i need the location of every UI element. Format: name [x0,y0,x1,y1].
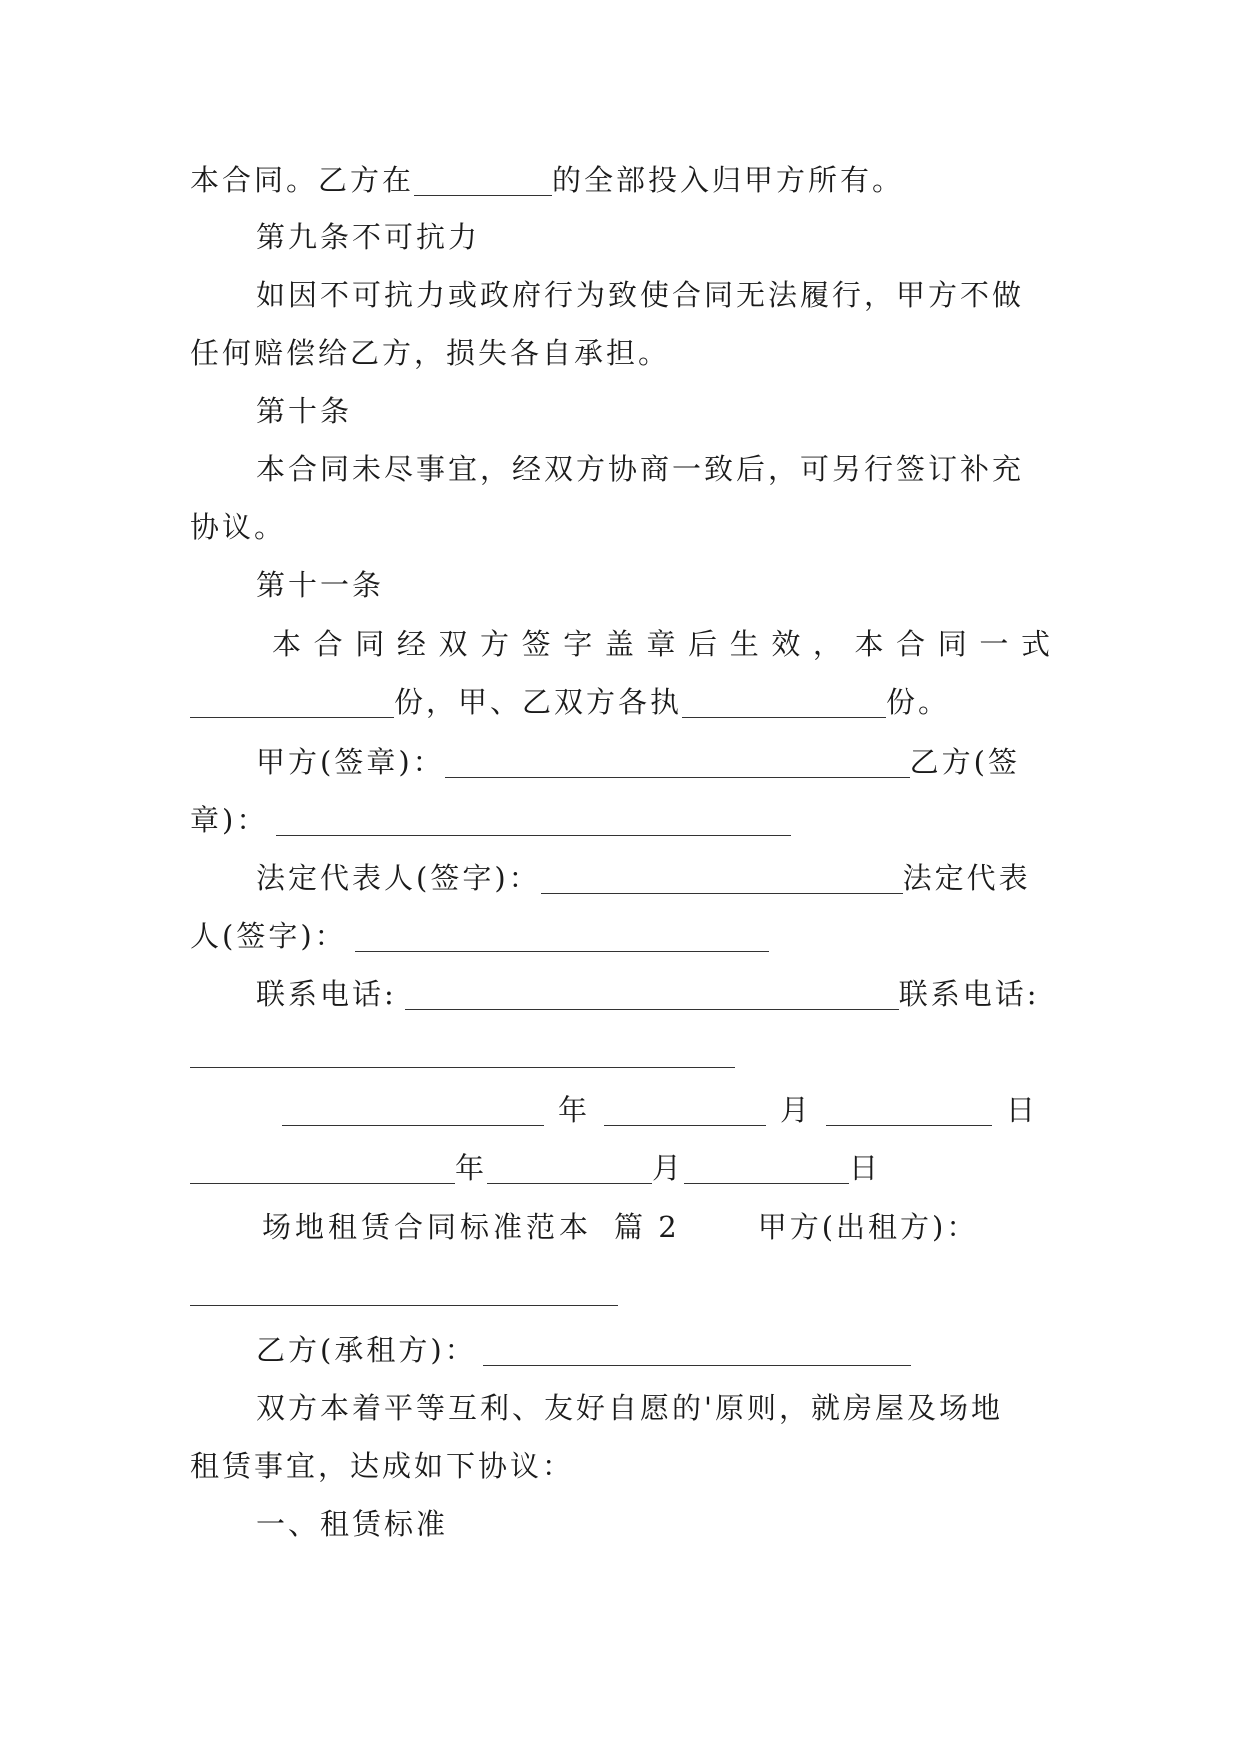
party-a-seal-label: 甲方(签章)： [256,745,445,779]
justified-char: 本 [854,627,884,661]
legal-rep-a-line [256,858,1050,898]
party-a-seal-line [256,742,1050,782]
phone-b-blank [190,1037,735,1068]
date-b-line [190,1148,1050,1188]
section-2-title-line [262,1207,1050,1247]
phone-a-line [256,974,1050,1014]
clause-9-text-line-2: 任何赔偿给乙方，损失各自承担。 [190,336,671,370]
preamble-line-1: 双方本着平等互利、友好自愿的'原则，就房屋及场地 [256,1391,1003,1425]
legal-rep-b-line [190,916,1050,956]
date-b-day-blank [684,1153,849,1184]
clause-11-text-line-1 [272,624,1050,664]
lessor-label: 甲方(出租方)： [757,1210,979,1244]
justified-char: 经 [396,627,426,661]
justified-char: 一 [979,627,1009,661]
party-b-seal-label: 乙方(签 [909,745,1020,779]
phone-b-line [190,1032,1050,1072]
text-segment: 份，甲、乙双方各执 [394,685,683,719]
date-b-year-label: 年 [455,1151,488,1185]
date-a-year-label: 年 [558,1093,591,1127]
clause-11-heading: 第十一条 [256,568,385,602]
justified-char: 签 [521,627,551,661]
fill-blank [414,165,552,196]
justified-char: 效 [771,627,801,661]
phone-a-blank [405,979,899,1010]
legal-rep-a-blank [541,863,903,894]
justified-char: 合 [313,627,343,661]
clause-8-ending [190,160,1050,200]
lessee-blank [483,1335,911,1366]
justified-char: 方 [480,627,510,661]
justified-char: 同 [937,627,967,661]
document-title: 场地租赁合同标准范本 [262,1210,593,1244]
lessor-blank-line [190,1270,1050,1310]
justified-char: 章 [646,627,676,661]
clause-9-text-line-1: 如因不可抗力或政府行为致使合同无法履行，甲方不做 [256,278,1025,312]
lessor-blank [190,1275,618,1306]
date-b-month-blank [487,1153,652,1184]
justified-char: 盖 [604,627,634,661]
justified-char: 生 [729,627,759,661]
date-b-day-label: 日 [849,1151,882,1185]
copies-blank [190,687,394,718]
lease-standard-heading: 一、租赁标准 [256,1507,449,1541]
justified-char: 后 [688,627,718,661]
justified-char: 字 [563,627,593,661]
phone-a-label: 联系电话: [256,977,397,1011]
text-segment: 份。 [886,685,951,719]
date-a-month-blank [604,1095,766,1126]
party-b-seal-blank [276,805,791,836]
text-segment: 本合同。乙方在 [190,163,415,197]
section-number: 篇 2 [614,1210,680,1244]
clause-11-text-line-2 [190,682,1050,722]
legal-rep-b-label-end: 人(签字)： [190,919,347,953]
legal-rep-b-blank [355,921,769,952]
justified-char: 本 [272,627,302,661]
clause-9-heading: 第九条不可抗力 [256,220,481,254]
party-b-seal-label-end: 章)： [190,803,269,837]
justified-char: ， [812,627,842,661]
justified-char: 双 [438,627,468,661]
date-b-month-label: 月 [652,1151,685,1185]
text-segment: 的全部投入归甲方所有。 [552,163,905,197]
date-a-month-label: 月 [780,1093,813,1127]
phone-b-label: 联系电话: [898,977,1040,1011]
justified-char: 合 [896,627,926,661]
lessee-label: 乙方(承租方)： [256,1333,477,1367]
legal-rep-b-label: 法定代表 [902,861,1031,895]
date-b-year-blank [190,1153,455,1184]
date-a-year-blank [282,1095,544,1126]
justified-char: 式 [1020,627,1050,661]
party-b-seal-line [190,800,1050,840]
party-a-seal-blank [445,747,910,778]
date-a-day-blank [826,1095,992,1126]
clause-10-heading: 第十条 [256,394,353,428]
date-a-day-label: 日 [1006,1093,1039,1127]
clause-10-text-line-2: 协议。 [190,510,287,544]
lessee-line [256,1330,1050,1370]
copies-each-blank [682,687,886,718]
clause-10-text-line-1: 本合同未尽事宜，经双方协商一致后，可另行签订补充 [256,452,1025,486]
justified-char: 同 [355,627,385,661]
date-a-line [282,1090,1050,1130]
legal-rep-a-label: 法定代表人(签字)： [256,861,541,895]
preamble-line-2: 租赁事宜，达成如下协议： [190,1449,575,1483]
